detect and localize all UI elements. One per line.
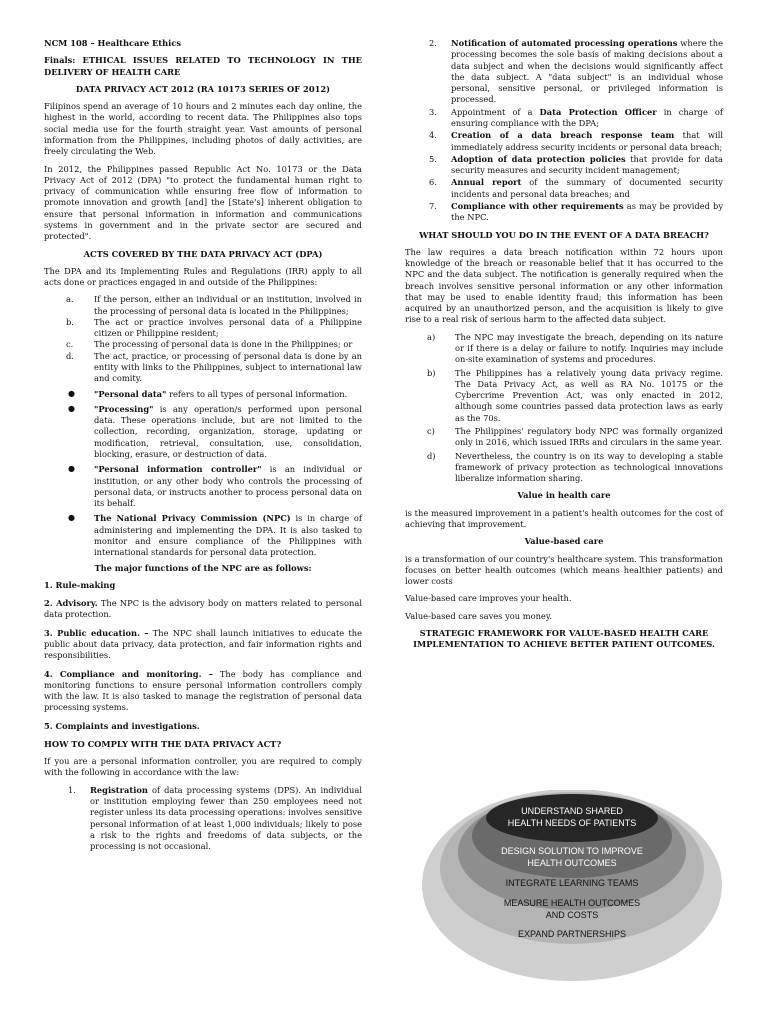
list-item: 6. Annual report of the summary of documented security incidents and personal data breaches; and	[429, 177, 723, 199]
definition-item: ● The National Privacy Commission (NPC) is in charge of administering and implementing the DPA. It is also tasked to monitor and ensure compliance of the Philippines with international standards for personal data protection.	[68, 513, 362, 558]
layer-label: EXPAND PARTNERSHIPS	[517, 929, 627, 939]
layer-label: DESIGN SOLUTION TO IMPROVE	[501, 846, 643, 856]
definitions-list	[66, 389, 362, 559]
left-column	[44, 38, 362, 852]
function-item: 3. Public education. – The NPC shall launch initiatives to educate the public about data privacy, data protection, and fair information rights and responsibilities.	[44, 627, 362, 661]
bullet-icon: ●	[68, 464, 75, 474]
intro-paragraph-1: Filipinos spend an average of 10 hours and 2 minutes each day online, the highest in the world, according to recent data. The Philippines also tops social media use for the fourth straight year. Vast amounts of personal information from the Philippines, including photos of daily activities, are freely circulating the Web.	[44, 101, 362, 157]
vbc-text: is a transformation of our country's healthcare system. This transformation focuses on better health outcomes (which means healthier patients) and lower costs	[405, 553, 723, 587]
bullet-icon: ●	[68, 403, 75, 413]
layer-label: MEASURE HEALTH OUTCOMES	[503, 898, 641, 908]
list-item: d) Nevertheless, the country is on its way to developing a stable framework of privacy protection as technological innovations liberalize information sharing.	[427, 450, 723, 484]
vbc-line-2: Value-based care saves you money.	[405, 610, 553, 621]
vbc-line-1: Value-based care improves your health.	[405, 593, 572, 604]
definition-item: ● "Personal data" refers to all types of personal information.	[68, 388, 348, 399]
vbc-title: Value-based care	[524, 536, 604, 547]
act-title: DATA PRIVACY ACT 2012 (RA 10173 SERIES OF 2012)	[75, 83, 331, 94]
comply-title: HOW TO COMPLY WITH THE DATA PRIVACY ACT?	[44, 738, 282, 749]
definition-item: ● "Personal information controller" is an individual or institution, or any other body who controls the processing of personal data, or instructs another to process personal data on its behalf.	[68, 464, 362, 509]
function-item: 4. Compliance and monitoring. – The body has compliance and monitoring functions to ensure personal information controllers comply with the law. It is also tasked to manage the registration of personal data processing systems.	[44, 668, 362, 713]
list-item: d. The act, practice, or processing of personal data is done by an entity with links to the Philippines, subject to international law and comity.	[66, 350, 362, 384]
value-text: is the measured improvement in a patient's health outcomes for the cost of achieving that improvement.	[405, 507, 723, 529]
requirements-list	[405, 38, 723, 224]
value-title: Value in health care	[517, 490, 611, 501]
list-item: 7. Compliance with other requirements as may be provided by the NPC.	[429, 200, 724, 223]
acts-covered-title: ACTS COVERED BY THE DATA PRIVACY ACT (DPA)	[83, 248, 323, 259]
list-item: b. The act or practice involves personal data of a Philippine citizen or Philippine resident;	[66, 316, 362, 339]
list-item: b) The Philippines has a relatively young data privacy regime. The Data Privacy Act, as well as RA No. 10175 or the Cybercrime Prevention Act, was only enacted in 2012, although some countries passed data protection laws as early as the 70s.	[427, 367, 723, 423]
list-item: a) The NPC may investigate the breach, depending on its nature or if there is a delay or failure to notify. Inquiries may include on-site examination of systems and procedures.	[427, 331, 723, 365]
right-column	[405, 38, 723, 657]
function-item: 2. Advisory. The NPC is the advisory body on matters related to personal data protection.	[44, 598, 362, 620]
layer-label: HEALTH NEEDS OF PATIENTS	[507, 818, 637, 828]
list-item: 4. Creation of a data breach response team that will immediately address security incidents or personal data breach;	[429, 130, 723, 152]
layer-label: UNDERSTAND SHARED	[521, 806, 623, 816]
acts-intro: The DPA and its Implementing Rules and Regulations (IRR) apply to all acts done or practices engaged in and outside of the Philippines:	[44, 265, 362, 288]
list-item: 3. Appointment of a Data Protection Officer in charge of ensuring compliance with the DPA;	[429, 106, 723, 128]
bullet-icon: ●	[68, 388, 75, 398]
acts-list	[66, 294, 362, 384]
definition-item: ● "Processing" is any operation/s performed upon personal data. These operations include, but are not limited to the collection, recording, organization, storage, updating or modification, retrieval, consultation, use, consolidation, blocking, erasure, or destruction of data.	[68, 403, 362, 459]
list-item: c. The processing of personal data is done in the Philippines; or	[66, 339, 353, 350]
layer-label: HEALTH OUTCOMES	[527, 858, 617, 868]
function-item: 5. Complaints and investigations.	[44, 720, 200, 731]
layer-label: INTEGRATE LEARNING TEAMS	[505, 878, 639, 888]
list-item: 5. Adoption of data protection policies that provide for data security measures and security incident management;	[429, 153, 723, 176]
finals-title: Finals: ETHICAL ISSUES RELATED TO TECHNOLOGY IN THE DELIVERY OF HEALTH CARE	[44, 55, 362, 77]
intro-paragraph-2: In 2012, the Philippines passed Republic Act No. 10173 or the Data Privacy Act of 2012 (DPA) "to protect the fundamental human right to privacy of communication while ensuring free flow of information to promote innovation and growth [and] the [State's] inherent obligation to ensure that personal information in information and communications systems in government and in the private sector are secured and protected".	[44, 163, 362, 242]
layer-label: AND COSTS	[545, 910, 599, 920]
bullet-icon: ●	[68, 513, 75, 523]
framework-diagram	[420, 790, 725, 990]
function-item: 1. Rule-making	[44, 579, 116, 590]
course-title: NCM 108 – Healthcare Ethics	[44, 38, 182, 48]
breach-title: WHAT SHOULD YOU DO IN THE EVENT OF A DATA BREACH?	[419, 229, 709, 240]
breach-list	[405, 332, 723, 485]
framework-title: STRATEGIC FRAMEWORK FOR VALUE-BASED HEALTH CARE IMPLEMENTATION TO ACHIEVE BETTER PATIENT OUTCOMES.	[413, 627, 715, 650]
list-item: 1. Registration of data processing systems (DPS). An individual or institution employing fewer than 250 employees need not register unless its data processing operations: involves sensitive personal information of at least 1,000 individuals; likely to pose a risk to the rights and freedoms of data subjects, or the processing is not occasional.	[68, 784, 362, 852]
list-item: c) The Philippines' regulatory body NPC was formally organized only in 2016, which issued IRRs and circulars in the same year.	[427, 426, 723, 448]
comply-intro: If you are a personal information controller, you are required to comply with the following in accordance with the law:	[44, 756, 362, 778]
breach-intro: The law requires a data breach notification within 72 hours upon knowledge of the breach or reasonable belief that it has occurred to the NPC and the data subject. The notification is generally required when the breach involves sensitive personal information or any other information that may be used to enable identity fraud; this information has been acquired by an unauthorized person, and the acquisition is likely to give rise to a real risk of serious harm to the affected data subject.	[405, 246, 723, 325]
npc-functions-title: The major functions of the NPC are as follows:	[94, 562, 312, 573]
registration-list	[44, 785, 362, 853]
npc-functions-list	[44, 580, 362, 732]
list-item: a. If the person, either an individual or an institution, involved in the processing of personal data is located in the Philippines;	[66, 294, 362, 316]
list-item: 2. Notification of automated processing operations where the processing becomes the sole basis of making decisions about a data subject and when the decisions would significantly affect the data subject. A "data subject" is an individual whose personal, sensitive personal, or privileged information is processed.	[429, 38, 723, 105]
